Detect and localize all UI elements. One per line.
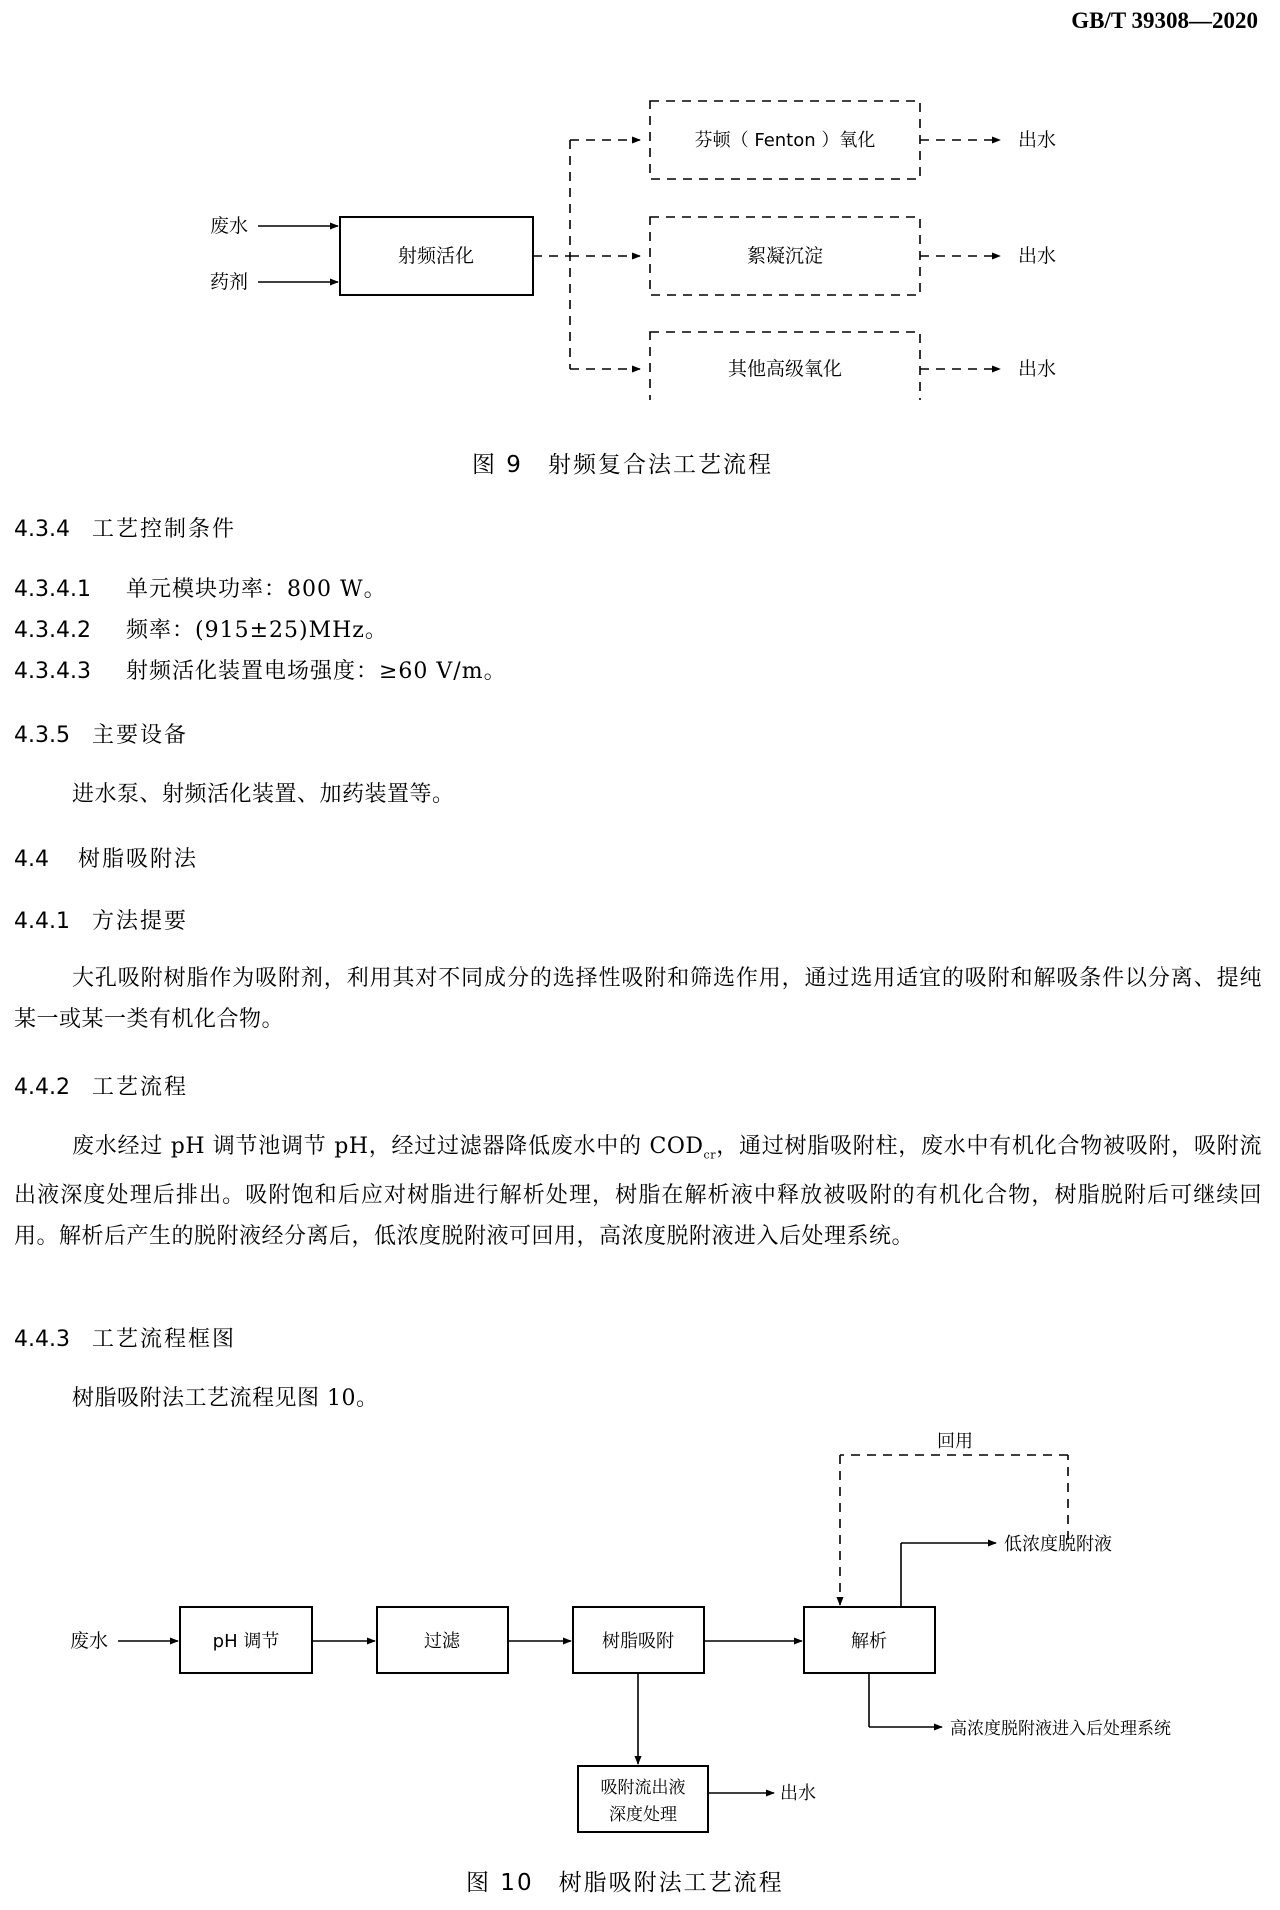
resin-adsorption-label: 树脂吸附 [602, 1631, 674, 1652]
figure-9-diagram [0, 70, 1280, 400]
ph-adjust-label: pH 调节 [212, 1631, 280, 1652]
figure-9-caption: 图 9 射频复合法工艺流程 [472, 452, 773, 478]
heading-4-3-5: 4.3.5 主要设备 [14, 723, 189, 748]
recycle-label: 回用 [937, 1431, 973, 1452]
output-label-2: 出水 [1018, 245, 1057, 267]
figure-10-diagram [0, 1425, 1280, 1855]
rf-activation-label: 射频活化 [397, 245, 475, 267]
paragraph-4-4-2: 废水经过 pH 调节池调节 pH，经过过滤器降低废水中的 $COD_{cr}$，通过树脂吸附柱，废水中有机化合物被吸附，吸附流出液深度处理后排出。吸附饱和后应对树脂进行解析处理，树脂在解析液中释放被吸附的有机化合物，树脂脱附后可继续回用。解析后产生的脱附液经分离后，低浓度脱附液可回用，高浓度脱附液进入后处理系统。 [14, 1134, 1262, 1250]
item-4-3-4-1: 4.3.4.1 单元模块功率：800 W。 [14, 577, 387, 602]
output-label-1: 出水 [1018, 129, 1057, 151]
deep-treatment-label-line2: 深度处理 [609, 1805, 677, 1825]
input-reagent-label: 药剂 [210, 271, 249, 293]
heading-4-4-2: 4.4.2 工艺流程 [14, 1075, 189, 1100]
desorption-label: 解析 [851, 1631, 887, 1652]
input-wastewater-label: 废水 [210, 215, 249, 237]
other-oxidation-label: 其他高级氧化 [727, 358, 843, 380]
output-label-3: 出水 [1018, 358, 1057, 380]
deep-treatment-label-line1: 吸附流出液 [600, 1778, 686, 1798]
fig10-input-label: 废水 [70, 1630, 109, 1652]
item-4-3-4-3: 4.3.4.3 射频活化装置电场强度：≥60 V/m。 [14, 659, 507, 684]
figure-10-caption: 图 10 树脂吸附法工艺流程 [466, 1870, 784, 1896]
filter-label: 过滤 [424, 1631, 460, 1652]
heading-4-4-1: 4.4.1 方法提要 [14, 909, 189, 934]
bottom-output-label: 出水 [780, 1783, 816, 1804]
heading-4-4-3: 4.4.3 工艺流程框图 [14, 1327, 237, 1352]
fenton-label: 芬顿（ Fenton ）氧化 [694, 130, 876, 151]
heading-4-4: 4.4 树脂吸附法 [14, 847, 199, 872]
flocculation-label: 絮凝沉淀 [746, 245, 824, 267]
high-output-label: 高浓度脱附液进入后处理系统 [950, 1719, 1171, 1739]
standard-code: GB/T 39308—2020 [1071, 8, 1258, 33]
low-output-label: 低浓度脱附液 [1004, 1534, 1112, 1555]
paragraph-4-3-5: 进水泵、射频活化装置、加药装置等。 [72, 782, 455, 807]
paragraph-4-4-1: 大孔吸附树脂作为吸附剂，利用其对不同成分的选择性吸附和筛选作用，通过选用适宜的吸附和解吸条件以分离、提纯某一或某一类有机化合物。 [14, 966, 1262, 1032]
heading-4-3-4: 4.3.4 工艺控制条件 [14, 517, 237, 542]
item-4-3-4-2: 4.3.4.2 频率：(915±25)MHz。 [14, 618, 388, 643]
paragraph-4-4-3: 树脂吸附法工艺流程见图 10。 [72, 1386, 379, 1411]
